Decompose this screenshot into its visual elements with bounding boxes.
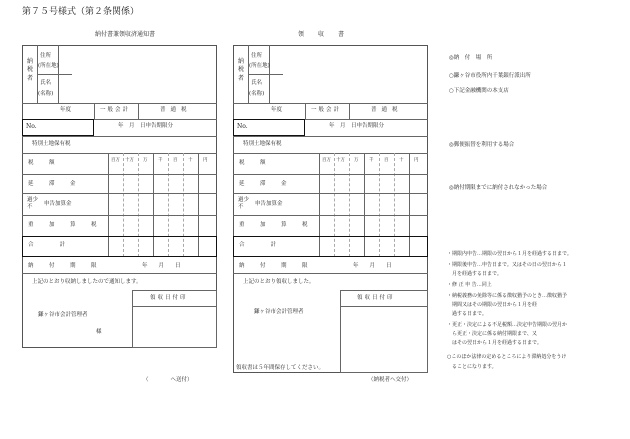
right-receipt-note: 上記のとおり領収しました。	[243, 279, 315, 285]
left-unit-4: 百	[173, 158, 178, 163]
note-bullet-8: ら更正・決定に係る納付期限まで、又	[447, 331, 537, 337]
right-no-label: No.	[237, 123, 248, 130]
note-bullet-2: 月を経過する日まで。	[447, 271, 502, 277]
right-year-label: 年度	[271, 107, 283, 113]
right-keep-note: 領収書は５年間保存してください。	[236, 365, 325, 371]
note-late: ◎納付期限までに納付されなかった場合	[449, 185, 548, 191]
right-unit-5: 十	[399, 158, 404, 163]
left-tax-name: 普通税	[160, 107, 192, 113]
right-treasurer: 鎌ヶ谷市会計管理者	[254, 309, 304, 315]
left-sent-to: （ へ送付）	[143, 377, 193, 383]
note-place-1: ○鎌ヶ谷市役所内千葉銀行派出所	[449, 73, 531, 79]
left-row-under-mark: 過少 不	[27, 197, 39, 211]
note-bullet-5: 期間又はその期限の翌日から１月を経	[447, 302, 538, 308]
left-name-sub: (名称)	[38, 91, 54, 97]
note-bullet-6: 過する日まで。	[447, 311, 487, 317]
note-bullet-9: はその翌日から１月を経過する日まで。	[447, 340, 542, 346]
right-stamp-label: 領収日付印	[357, 295, 395, 301]
note-place-2: ○下記金融機関の本支店	[449, 88, 509, 94]
right-row-under-mark: 過少 不	[238, 197, 250, 211]
note-bullet-1: ・期限後申告…申告日まで。又はその日の翌日から１	[447, 262, 567, 268]
right-address-sub: (所在地)	[249, 63, 270, 69]
left-row-heavy-tax: 重 加 算 税	[28, 222, 102, 228]
left-name-label: 氏名	[40, 80, 52, 86]
left-general-tax: 一般会計	[100, 107, 131, 113]
note-closing-1: ○このほか法律の定めるところにより滞納処分をうけ	[447, 354, 567, 360]
right-tax-name: 普通税	[371, 107, 403, 113]
note-bullet-0: ・期限内申告…期限の翌日から１月を経過する日まで。	[447, 251, 572, 257]
left-receipt-note: 上記のとおり収納しましたので通知します。	[32, 279, 142, 285]
left-year-label: 年度	[60, 107, 72, 113]
left-honorific: 様	[96, 329, 102, 335]
left-unit-3: 千	[158, 158, 163, 163]
right-unit-4: 百	[384, 158, 389, 163]
right-name-label: 氏名	[251, 80, 263, 86]
left-row-penalty: 申告加算金	[44, 201, 72, 207]
right-row-heavy-tax: 重 加 算 税	[239, 222, 313, 228]
left-unit-1: 十万	[125, 158, 134, 163]
right-row-total: 合 計	[239, 242, 282, 248]
right-unit-1: 十万	[336, 158, 345, 163]
page-title: 第７５号様式（第２条関係）	[22, 7, 140, 17]
right-amount-header: 税 額	[239, 160, 271, 166]
right-due-date: 年 月 日	[353, 263, 392, 269]
right-row-late-fee: 延 滞 金	[239, 181, 292, 187]
left-heading: 納付書兼領収済通知書	[95, 31, 156, 38]
right-unit-3: 千	[369, 158, 374, 163]
left-stamp-label: 領収日付印	[150, 295, 188, 301]
left-no-label: No.	[26, 123, 37, 130]
left-due-label: 納 付 期 限	[28, 263, 102, 269]
left-row-total: 合 計	[28, 242, 71, 248]
right-period-label: 年 月 日申告期限分	[329, 123, 385, 129]
left-row-late-fee: 延 滞 金	[28, 181, 81, 187]
left-unit-5: 十	[188, 158, 193, 163]
right-payer-mark: 納 税 者	[238, 58, 245, 82]
note-transfer: ◎郵便振替を利用する場合	[449, 142, 515, 148]
left-period-label: 年 月 日申告期限分	[118, 123, 174, 129]
note-place-header: ◎納 付 場 所	[449, 55, 493, 61]
left-special-tax: 特別土地保有税	[32, 141, 71, 147]
note-bullet-4: ・納税義務の免除等に係る徴収猶予のとき…徴収猶予	[447, 293, 568, 299]
left-address-label: 住所	[40, 53, 52, 59]
left-treasurer: 鎌ヶ谷市会計管理者	[38, 312, 88, 318]
left-due-date: 年 月 日	[142, 263, 181, 269]
note-bullet-7: ・更正・決定による不足税額…決定申告期限の翌月か	[447, 322, 568, 328]
right-name-sub: (名称)	[249, 91, 265, 97]
right-due-label: 納 付 期 限	[239, 263, 313, 269]
right-heading: 領 収 書	[298, 31, 349, 38]
left-unit-0: 百万	[111, 158, 120, 163]
right-row-penalty: 申告加算金	[255, 201, 283, 207]
right-unit-0: 百万	[322, 158, 331, 163]
right-address-label: 住所	[251, 53, 263, 59]
right-unit-6: 円	[414, 158, 419, 163]
right-unit-2: 万	[354, 158, 359, 163]
left-unit-2: 万	[143, 158, 148, 163]
right-special-tax: 特別土地保有税	[243, 141, 282, 147]
note-closing-2: ることになります。	[447, 364, 497, 370]
right-general-tax: 一般会計	[311, 107, 342, 113]
right-delivered-to: （納税者へ交付）	[368, 377, 413, 383]
left-address-sub: (所在地)	[38, 63, 59, 69]
left-amount-header: 税 額	[28, 160, 60, 166]
note-bullet-3: ・修 正 申 告…同上	[447, 282, 492, 288]
left-unit-6: 円	[203, 158, 208, 163]
left-payer-mark: 納 税 者	[27, 58, 34, 82]
right-stamp-area	[340, 290, 428, 373]
